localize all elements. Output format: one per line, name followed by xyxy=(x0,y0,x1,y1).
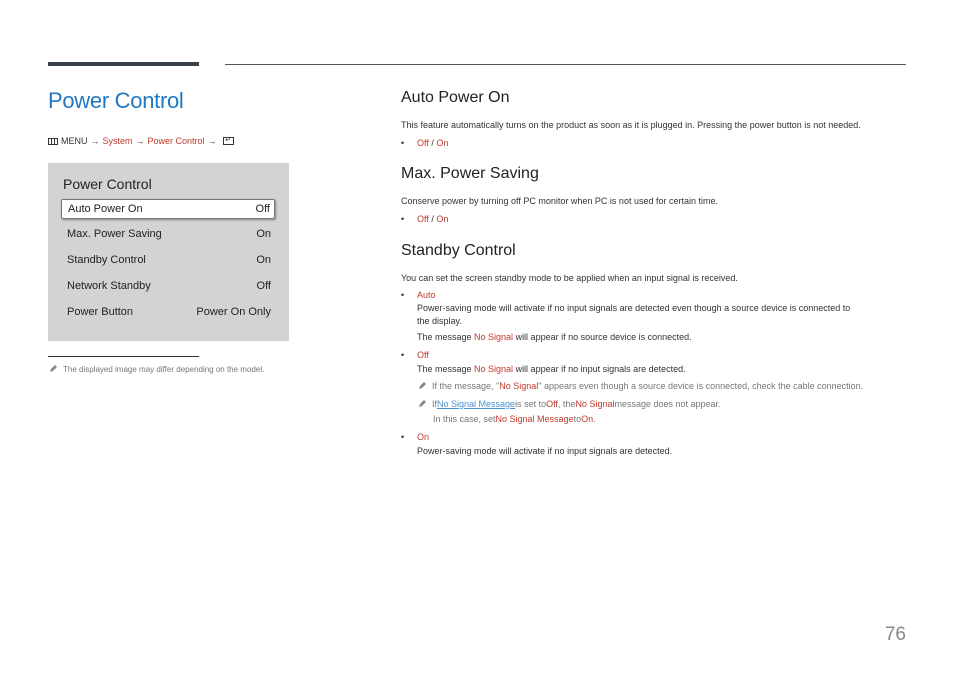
footnote-text: The displayed image may differ depending on the model. xyxy=(63,364,265,374)
section-desc-max-power-saving: Conserve power by turning off PC monitor when PC is not used for certain time. xyxy=(401,196,718,206)
text: message does not appear. xyxy=(614,399,721,409)
pencil-icon xyxy=(48,364,58,374)
osd-menu-item-value: Off xyxy=(256,280,271,292)
no-signal-text: No Signal xyxy=(474,364,514,374)
option-on xyxy=(401,432,429,442)
text: The message xyxy=(417,332,475,342)
text: is set to xyxy=(515,399,547,409)
text: In this case, set xyxy=(433,414,496,424)
bullet-icon: • xyxy=(401,290,405,300)
section-title-auto-power-on: Auto Power On xyxy=(401,89,510,106)
section-title-max-power-saving: Max. Power Saving xyxy=(401,165,539,182)
text: will appear if no source device is connected. xyxy=(513,332,692,342)
option-off: Off xyxy=(417,214,429,224)
bullet-icon: • xyxy=(401,432,405,442)
section-desc-standby-control: You can set the screen standby mode to be applied when an input signal is received. xyxy=(401,273,738,283)
option-list-auto-power-on xyxy=(401,138,448,148)
osd-menu-item-value: Power On Only xyxy=(196,306,271,318)
menu-icon xyxy=(48,138,58,145)
breadcrumb-arrow-icon: → xyxy=(207,136,217,146)
breadcrumb-arrow-icon: → xyxy=(90,136,100,146)
bullet-icon: • xyxy=(401,138,405,148)
text: will appear if no input signals are detected. xyxy=(513,364,686,374)
option-auto-desc-line2: the display. xyxy=(417,316,462,326)
note-no-signal-message xyxy=(417,399,721,409)
text: . xyxy=(593,414,596,424)
option-off: Off xyxy=(417,138,429,148)
text: to xyxy=(573,414,582,424)
option-list-max-power-saving xyxy=(401,214,448,224)
osd-menu-item-label: Network Standby xyxy=(67,280,151,292)
option-separator: / xyxy=(428,138,437,148)
osd-menu-panel xyxy=(48,163,289,341)
breadcrumb-arrow-icon: → xyxy=(135,136,145,146)
option-auto xyxy=(401,290,436,300)
footnote xyxy=(48,364,264,374)
option-on-desc: Power-saving mode will activate if no input signals are detected. xyxy=(417,446,673,456)
option-on: On xyxy=(436,138,449,148)
bullet-icon: • xyxy=(401,350,405,360)
breadcrumb xyxy=(48,136,234,146)
text: The message xyxy=(417,364,475,374)
page-title: Power Control xyxy=(48,88,184,113)
page-number: 76 xyxy=(884,624,906,645)
breadcrumb-power-control: Power Control xyxy=(147,136,205,146)
no-signal-message-link[interactable]: No Signal Message xyxy=(437,399,516,409)
footnote-rule xyxy=(48,356,199,357)
option-auto-desc-line1: Power-saving mode will activate if no input signals are detected even though a source device is connected to xyxy=(417,303,851,313)
enter-icon: ↵ xyxy=(223,137,234,145)
text: If xyxy=(432,399,438,409)
no-signal-text: No Signal xyxy=(499,381,539,391)
option-separator: / xyxy=(428,214,437,224)
option-off-message xyxy=(417,363,686,376)
osd-menu-item-label: Max. Power Saving xyxy=(67,228,162,240)
osd-menu-item-label: Auto Power On xyxy=(68,203,143,215)
option-auto-label: Auto xyxy=(417,290,436,300)
option-off xyxy=(401,350,429,360)
option-on: On xyxy=(436,214,449,224)
pencil-icon xyxy=(417,399,427,409)
no-signal-text: No Signal xyxy=(575,399,615,409)
osd-menu-item-label: Standby Control xyxy=(67,254,146,266)
breadcrumb-system: System xyxy=(102,136,133,146)
no-signal-message-text: No Signal Message xyxy=(495,414,574,424)
note-set-message-on xyxy=(433,414,596,424)
note-cable-connection xyxy=(417,381,863,391)
osd-menu-item-auto-power-on[interactable] xyxy=(61,199,275,219)
osd-menu-item-network-standby[interactable] xyxy=(61,277,275,297)
section-title-standby-control: Standby Control xyxy=(401,242,516,259)
osd-menu-item-max-power-saving[interactable] xyxy=(61,225,275,245)
option-on-label: On xyxy=(417,432,430,442)
no-signal-text: No Signal xyxy=(474,332,514,342)
osd-menu-item-power-button[interactable] xyxy=(61,303,275,323)
option-auto-message xyxy=(417,331,692,344)
osd-menu-item-label: Power Button xyxy=(67,306,134,318)
osd-menu-item-value: Off xyxy=(255,203,270,215)
breadcrumb-menu: MENU xyxy=(61,136,88,146)
on-text: On xyxy=(581,414,594,424)
text: If the message, " xyxy=(432,381,500,391)
osd-menu-item-value: On xyxy=(256,228,271,240)
header-rule-thin xyxy=(225,64,906,65)
header-rule-thick xyxy=(48,62,199,66)
osd-menu-item-value: On xyxy=(256,254,271,266)
osd-menu-item-standby-control[interactable] xyxy=(61,251,275,271)
bullet-icon: • xyxy=(401,214,405,224)
osd-menu-title: Power Control xyxy=(63,176,152,192)
section-desc-auto-power-on: This feature automatically turns on the product as soon as it is plugged in. Pressing the power button is not needed. xyxy=(401,120,861,130)
text: " appears even though a source device is connected, check the cable connection. xyxy=(538,381,864,391)
pencil-icon xyxy=(417,381,427,391)
off-text: Off xyxy=(546,399,558,409)
option-off-label: Off xyxy=(417,350,429,360)
text: , the xyxy=(557,399,576,409)
